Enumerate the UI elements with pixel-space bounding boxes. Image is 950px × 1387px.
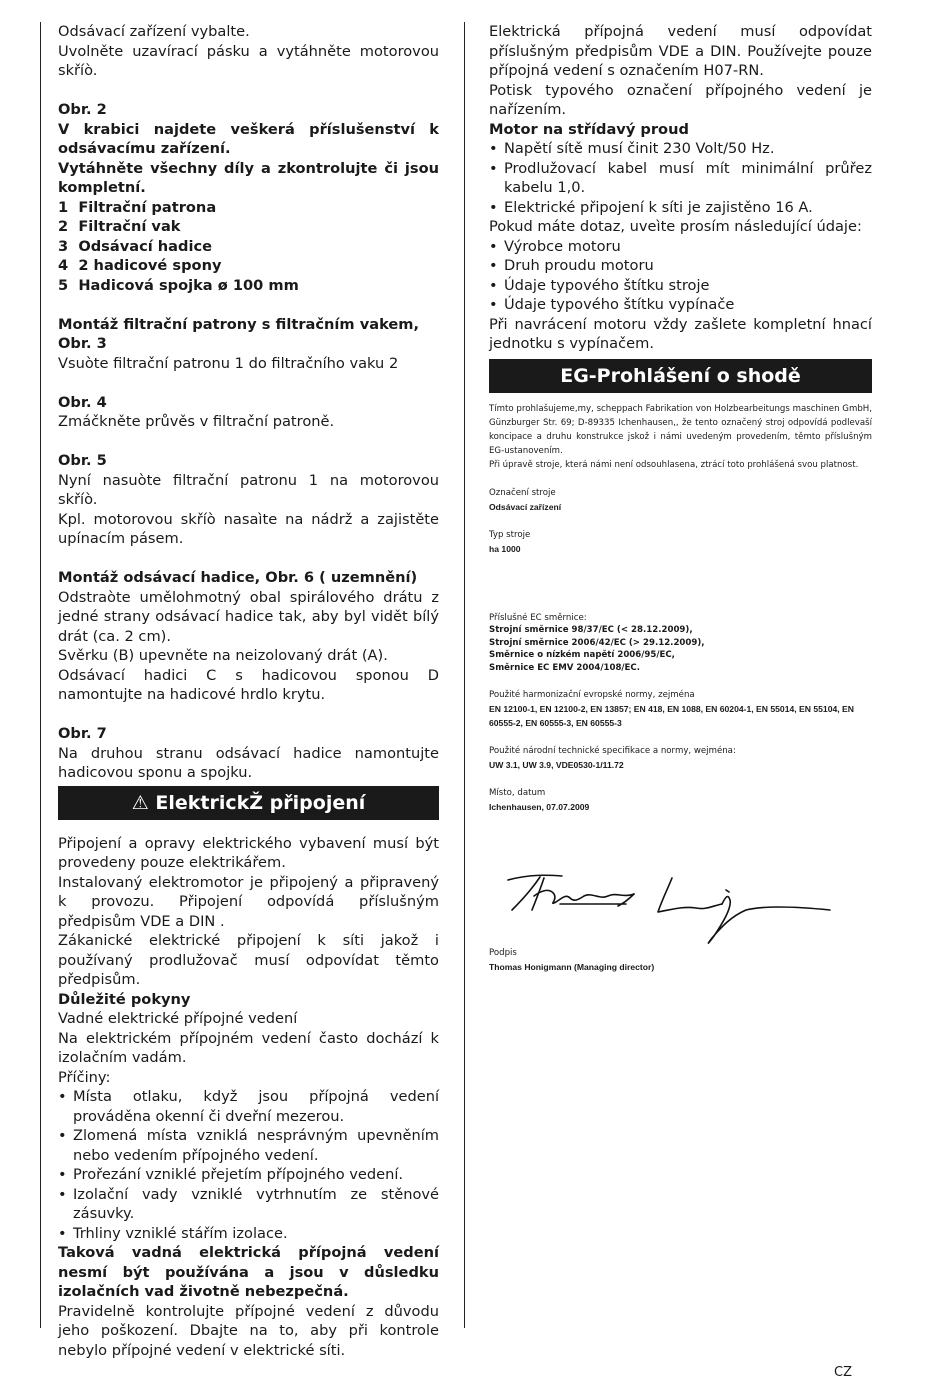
- dotaz: Pokud máte dotaz, uveìte prosím následující údaje:: [489, 218, 862, 235]
- smernice-value: Strojní směrnice 2006/42/EC (> 29.12.2009),: [489, 637, 705, 648]
- vadne-vedeni: Vadné elektrické přípojné vedení: [58, 1010, 298, 1027]
- eg-intro: Tímto prohlašujeme,my, scheppach Fabrikation von Holzbearbeitungs maschinen GmbH, Günzburger Str. 69; D-89335 Ichenhausen,, že tento označený stroj odpovídá podlevaší koncipace a druhu konstrukce jskož i námi uvedeným provedením, těmto příslušným EG-ustanovením.: [489, 403, 872, 456]
- elektro-p4: Na elektrickém přípojném vedení často dochází k izolačním vadám.: [58, 1029, 439, 1066]
- list-item: • Údaje typového štítku stroje: [489, 276, 872, 296]
- obr7-title: Obr. 7: [58, 725, 107, 742]
- list-item: • Trhliny vzniklé stářím izolace.: [58, 1224, 439, 1244]
- oznaceni-label: Označení stroje: [489, 487, 556, 498]
- elektro-p2: Instalovaný elektromotor je připojený a připravený k provozu. Připojení odpovídá příslušným předpisům VDE a DIN .: [58, 873, 439, 930]
- elektro-p3: Zákanické elektrické připojení k síti jakož i používaný prodlužovač musí odpovídat těmto předpisům.: [58, 932, 439, 988]
- list-item: • Elektrické připojení k síti je zajistěno 16 A.: [489, 198, 872, 218]
- parts-item: 5 Hadicová spojka ø 100 mm: [58, 276, 299, 294]
- montaz-filtr-text: Vsuòte filtrační patronu 1 do filtračního vaku 2: [58, 354, 399, 372]
- list-item: • Napětí sítě musí činit 230 Volt/50 Hz.: [489, 139, 872, 159]
- right-column: [489, 22, 872, 814]
- list-item: • Prodlužovací kabel musí mít minimální průřez kabelu 1,0.: [489, 159, 872, 198]
- narodni-value: UW 3.1, UW 3.9, VDE0530-1/11.72: [489, 760, 624, 770]
- obr2-line-2: Vytáhněte všechny díly a zkontrolujte či jsou kompletní.: [58, 159, 439, 196]
- right-p1: Elektrická přípojná vedení musí odpovídat příslušným předpisům VDE a DIN. Používejte pouze přípojná vedení s označením H07-RN.: [489, 23, 872, 79]
- obr4-text: Zmáčkněte průvěs v filtrační patroně.: [58, 413, 335, 430]
- oznaceni-value: Odsávací zařízení: [489, 501, 562, 512]
- dulezite-pokyny: Důležité pokyny: [58, 990, 191, 1008]
- smernice-value: Strojní směrnice 98/37/EC (< 28.12.2009),: [489, 625, 693, 635]
- intro-line-1: Odsávací zařízení vybalte.: [58, 23, 250, 40]
- normy-label: Použité harmonizační evropské normy, zejména: [489, 690, 695, 700]
- parts-item: 3 Odsávací hadice: [58, 237, 213, 255]
- left-column: [58, 22, 439, 1360]
- smernice-value: Směrnice o nízkém napětí 2006/95/EC,: [489, 650, 675, 660]
- typ-value: ha 1000: [489, 543, 521, 554]
- elektro-p5: Pravidelně kontrolujte přípojné vedení z důvodu jeho poškození. Dbajte na to, aby při kontrole nebylo přípojné vedení v elektrické síti.: [58, 1302, 439, 1359]
- obr5-title: Obr. 5: [58, 452, 107, 469]
- montaz-hadice-text-1: Odstraòte umělohmotný obal spirálového drátu z jedné strany odsávací hadice tak, aby byl vidět bílý drát (ca. 2 cm).: [58, 588, 439, 645]
- misto-value: Ichenhausen, 07.07.2009: [489, 802, 590, 812]
- smernice-value: Směrnice EC EMV 2004/108/EC.: [489, 662, 640, 673]
- list-item: • Druh proudu motoru: [489, 256, 872, 276]
- list-item: • Údaje typového štítku vypínače: [489, 295, 872, 315]
- montaz-hadice-text-3: Odsávací hadici C s hadicovou sponou D namontujte na hadicové hrdlo krytu.: [58, 666, 439, 703]
- priciny: Příčiny:: [58, 1068, 111, 1086]
- normy-value: EN 12100-1, EN 12100-2, EN 13857; EN 418, EN 1088, EN 60204-1, EN 55014, EN 55104, EN 60555-2, EN 60555-3, EN 60555-3: [489, 704, 854, 728]
- smernice-label: Příslušné EC směrnice:: [489, 612, 587, 623]
- typ-label: Typ stroje: [489, 529, 531, 540]
- montaz-hadice-text-2: Svěrku (B) upevněte na neizolovaný drát (A).: [58, 647, 388, 664]
- section-header-elektro: [58, 786, 439, 820]
- page-number: CZ: [834, 1365, 852, 1380]
- obr2-line-1: V krabici najdete veškerá příslušenství k odsávacímu zařízení.: [58, 120, 439, 157]
- obr7-text: Na druhou stranu odsávací hadice namontujte hadicovou sponu a spojku.: [58, 744, 439, 781]
- podpis-label: Podpis: [489, 948, 517, 958]
- montaz-hadice-title: Montáž odsávací hadice, Obr. 6 ( uzemnění): [58, 569, 418, 586]
- section-header-eg-label: EG-Prohlášení o shodě: [560, 364, 801, 387]
- obr5-text-2: Kpl. motorovou skříò nasaìte na nádrž a zajistěte upínacím pásem.: [58, 510, 439, 547]
- warning-text: Taková vadná elektrická přípojná vedení nesmí být používána a jsou v důsledku izolačních vad životně nebezpečná.: [58, 1244, 439, 1300]
- signature-image: [500, 870, 840, 950]
- parts-item: 4 2 hadicové spony: [58, 257, 222, 274]
- montaz-filtr-title: Montáž filtrační patrony s filtračním vakem, Obr. 3: [58, 315, 420, 352]
- list-item: • Zlomená místa vzniklá nesprávným upevněním nebo vedením přípojného vedení.: [58, 1126, 439, 1165]
- section-header-elektro-label: ElektrickŽ připojení: [155, 791, 366, 814]
- list-item: • Prořezání vzniklé přejetím přípojného vedení.: [58, 1165, 439, 1185]
- navraceni: Při navrácení motoru vždy zašlete kompletní hnací jednotku s vypínačem.: [489, 315, 872, 352]
- narodni-label: Použité národní technické specifikace a normy, wejména:: [489, 746, 736, 756]
- podpis-value: Thomas Honigmann (Managing director): [489, 962, 655, 972]
- list-item: • Výrobce motoru: [489, 237, 872, 257]
- right-p2: Potisk typového označení přípojného vedení je nařízením.: [489, 81, 872, 118]
- misto-label: Místo, datum: [489, 788, 546, 798]
- parts-item: 2 Filtrační vak: [58, 218, 181, 235]
- list-item: • Izolační vady vzniklé vytrhnutím ze stěnové zásuvky.: [58, 1185, 439, 1224]
- parts-item: 1 Filtrační patrona: [58, 198, 217, 216]
- list-item: • Místa otlaku, když jsou přípojná vedení prováděna okenní či dveřní mezerou.: [58, 1087, 439, 1126]
- motor-title: Motor na střídavý proud: [489, 120, 689, 138]
- obr5-text-1: Nyní nasuòte filtrační patronu 1 na motorovou skříò.: [58, 471, 439, 508]
- elektro-p1: Připojení a opravy elektrického vybavení musí být provedeny pouze elektrikářem.: [58, 834, 439, 871]
- section-header-eg: [489, 359, 872, 393]
- obr4-title: Obr. 4: [58, 393, 107, 411]
- column-divider-center: [464, 22, 465, 1328]
- column-divider-left: [40, 22, 41, 1328]
- warning-triangle-icon: ⚠: [131, 791, 149, 814]
- eg-intro-2: Při úpravě stroje, která námi není odsouhlasena, ztrácí toto prohlášená svou platnost.: [489, 459, 859, 470]
- signature-block: [489, 946, 872, 974]
- intro-line-2: Uvolněte uzavírací pásku a vytáhněte motorovou skříò.: [58, 42, 439, 79]
- obr2-title: Obr. 2: [58, 101, 107, 118]
